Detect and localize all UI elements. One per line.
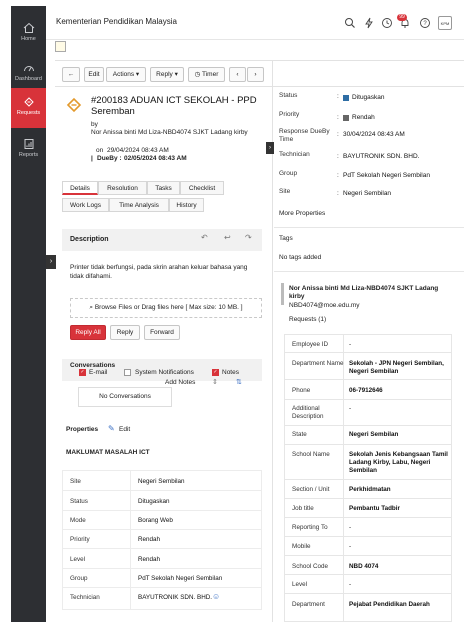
dashboard-icon bbox=[23, 62, 35, 74]
req-divider bbox=[284, 352, 452, 353]
summary-label-technician: Technician bbox=[279, 151, 310, 158]
system-notifications-checkbox[interactable] bbox=[124, 369, 131, 376]
incident-ticket-icon bbox=[64, 95, 84, 115]
rail-home[interactable] bbox=[11, 14, 46, 54]
document-icon[interactable] bbox=[55, 41, 66, 52]
created-label: on bbox=[96, 147, 104, 154]
prop-label-technician: Technician bbox=[70, 594, 100, 601]
next-request-button[interactable]: › bbox=[247, 67, 264, 82]
add-notes-link[interactable]: Add Notes bbox=[165, 379, 196, 386]
req-label-school-name: School Name bbox=[292, 451, 330, 458]
summary-label-status: Status bbox=[279, 92, 298, 99]
req-divider bbox=[284, 425, 452, 426]
section-divider bbox=[274, 227, 464, 228]
help-icon[interactable] bbox=[419, 17, 431, 29]
prop-label-status: Status bbox=[70, 498, 88, 505]
req-value-employee-id: - bbox=[349, 341, 352, 348]
tab-time-analysis[interactable]: Time Analysis bbox=[109, 198, 169, 212]
prop-label-mode: Mode bbox=[70, 517, 86, 524]
req-value-additional-description: - bbox=[349, 405, 352, 412]
req-label-section-unit: Section / Unit bbox=[292, 486, 330, 493]
prop-value-priority: Rendah bbox=[138, 536, 161, 543]
req-value-reporting-to: - bbox=[349, 524, 352, 531]
description-text: Printer tidak berfungsi, pada skrin arahan keluar bahasa yang tidak difahami. bbox=[70, 264, 248, 280]
summary-label-site: Site bbox=[279, 188, 291, 195]
req-value-phone: 06-7912646 bbox=[349, 387, 383, 394]
req-label-job-title: Job title bbox=[292, 505, 314, 512]
prop-divider bbox=[62, 587, 262, 588]
req-value-mobile: - bbox=[349, 543, 352, 550]
expand-left-panel-button[interactable]: › bbox=[46, 255, 56, 269]
notes-checkbox[interactable]: ✓ bbox=[213, 369, 218, 375]
dueby-separator: | bbox=[91, 155, 93, 162]
req-divider bbox=[284, 498, 452, 499]
prev-request-button[interactable]: ‹ bbox=[229, 67, 246, 82]
dueby-label: DueBy : bbox=[97, 155, 122, 162]
summary-label-group: Group bbox=[279, 170, 298, 177]
rail-requests[interactable] bbox=[11, 88, 46, 128]
prop-value-level: Rendah bbox=[138, 556, 161, 563]
sort-icon[interactable]: ⇕ bbox=[212, 379, 218, 386]
conversations-heading: Conversations bbox=[70, 362, 116, 369]
summary-colon: : bbox=[337, 114, 339, 121]
req-label-reporting-to: Reporting To bbox=[292, 524, 328, 531]
req-divider bbox=[284, 444, 452, 445]
summary-value-group: PdT Sekolah Negeri Sembilan bbox=[343, 172, 430, 179]
prop-value-site: Negeri Sembilan bbox=[138, 478, 185, 485]
requester-email: NBD4074@moe.edu.my bbox=[289, 302, 360, 309]
forward-icon[interactable]: ↷ bbox=[245, 233, 252, 242]
created-date: 29/04/2024 08:43 AM bbox=[107, 147, 169, 154]
email-filter-label: E-mail bbox=[89, 369, 108, 376]
summary-value-technician: BAYUTRONIK SDN. BHD. bbox=[343, 153, 420, 160]
tab-checklist[interactable]: Checklist bbox=[180, 181, 224, 195]
more-properties-link[interactable]: More Properties bbox=[279, 210, 326, 217]
app-title: Kementerian Pendidikan Malaysia bbox=[56, 17, 177, 26]
file-dropzone-label: Browse Files or Drag files here [ Max size: 10 MB. ] bbox=[94, 304, 243, 311]
sort-order-icon[interactable]: ⇅ bbox=[236, 379, 242, 386]
summary-colon: : bbox=[337, 93, 339, 100]
reply-all-button[interactable]: Reply All bbox=[70, 325, 106, 340]
rail-reports-label: Reports bbox=[18, 152, 39, 158]
req-label-mobile: Mobile bbox=[292, 543, 311, 550]
req-divider bbox=[284, 536, 452, 537]
prop-label-group: Group bbox=[70, 575, 88, 582]
tags-heading: Tags bbox=[279, 235, 293, 242]
back-button[interactable]: ← bbox=[62, 67, 80, 82]
properties-column-divider bbox=[130, 470, 131, 610]
reply-dropdown-button[interactable]: Reply ▾ bbox=[150, 67, 184, 82]
description-heading: Description bbox=[70, 236, 109, 243]
lightning-icon[interactable] bbox=[363, 17, 375, 29]
prop-label-priority: Priority bbox=[70, 536, 90, 543]
summary-value-status: Ditugaskan bbox=[352, 94, 385, 101]
req-value-state: Negeri Sembilan bbox=[349, 431, 399, 438]
rail-home-label: Home bbox=[21, 36, 36, 42]
prop-divider bbox=[62, 490, 262, 491]
summary-colon: : bbox=[337, 153, 339, 160]
req-value-level: - bbox=[349, 581, 352, 588]
actions-label: Actions bbox=[112, 71, 135, 78]
prop-value-status: Ditugaskan bbox=[138, 498, 170, 505]
req-divider bbox=[284, 479, 452, 480]
requester-details-table bbox=[284, 334, 452, 622]
requester-requests-link[interactable]: Requests (1) bbox=[289, 316, 327, 323]
prop-label-site: Site bbox=[70, 478, 81, 485]
dueby-date: 02/05/2024 08:43 AM bbox=[124, 155, 187, 162]
req-value-department-name: Sekolah - JPN Negeri Sembilan, Negeri Sembilan bbox=[349, 360, 444, 375]
reply-button[interactable]: Reply bbox=[110, 325, 140, 340]
summary-colon: : bbox=[337, 190, 339, 197]
summary-value-response-dueby: 30/04/2024 08:43 AM bbox=[343, 131, 405, 138]
top-bar bbox=[46, 6, 464, 40]
tab-tasks[interactable]: Tasks bbox=[147, 181, 180, 195]
side-rail bbox=[11, 6, 46, 622]
notification-badge: 99 bbox=[397, 14, 407, 21]
no-tags-message: No tags added bbox=[279, 254, 322, 261]
technician-user-icon[interactable]: ☺ bbox=[212, 592, 221, 601]
section-divider bbox=[274, 271, 464, 272]
rail-requests-label: Requests bbox=[16, 110, 41, 116]
prop-value-technician: BAYUTRONIK SDN. BHD. bbox=[138, 594, 213, 601]
requester-scroll-indicator bbox=[281, 283, 284, 305]
request-title: #200183 ADUAN ICT SEKOLAH - PPD Seremban bbox=[91, 95, 257, 117]
prop-divider bbox=[62, 529, 262, 530]
toolbar-top-line bbox=[55, 60, 464, 61]
file-dropzone[interactable] bbox=[70, 298, 262, 318]
rail-reports[interactable] bbox=[11, 130, 46, 170]
reports-icon bbox=[23, 138, 35, 150]
tab-history[interactable]: History bbox=[169, 198, 204, 212]
user-avatar[interactable]: KPM bbox=[438, 16, 452, 30]
req-value-school-code: NBD 4074 bbox=[349, 563, 379, 570]
timer-label: Timer bbox=[202, 71, 219, 78]
req-value-section-unit: Perkhidmatan bbox=[349, 486, 391, 493]
history-icon[interactable] bbox=[381, 17, 393, 29]
no-conversations-message: No Conversations bbox=[78, 387, 172, 407]
summary-value-site: Negeri Sembilan bbox=[343, 190, 392, 197]
tab-work-logs[interactable]: Work Logs bbox=[62, 198, 109, 212]
req-label-phone: Phone bbox=[292, 387, 311, 394]
req-label-additional-description: Additional Description bbox=[292, 405, 324, 420]
req-value-department: Pejabat Pendidikan Daerah bbox=[349, 601, 430, 608]
status-color-swatch bbox=[343, 95, 349, 101]
notes-filter-label: Notes bbox=[222, 369, 239, 376]
priority-color-swatch bbox=[343, 115, 349, 121]
home-icon bbox=[23, 22, 35, 34]
email-checkbox[interactable]: ✓ bbox=[80, 369, 85, 375]
req-value-school-name: Sekolah Jenis Kebangsaan Tamil Ladang Kirby, Labu, Negeri Sembilan bbox=[349, 451, 448, 474]
req-divider bbox=[284, 593, 452, 594]
summary-label-priority: Priority bbox=[279, 111, 300, 118]
prop-value-group: PdT Sekolah Negeri Sembilan bbox=[138, 575, 223, 582]
svg-text:?: ? bbox=[423, 21, 427, 28]
req-label-employee-id: Employee ID bbox=[292, 341, 329, 348]
requester-column-divider bbox=[343, 334, 344, 622]
system-notifications-label: System Notifications bbox=[135, 369, 194, 376]
reply-dropdown-label: Reply bbox=[156, 71, 173, 78]
req-label-department: Department bbox=[292, 601, 325, 608]
reply-icon[interactable]: ↶ bbox=[201, 233, 208, 242]
search-icon[interactable] bbox=[344, 17, 356, 29]
req-label-school-code: School Code bbox=[292, 563, 329, 570]
edit-icon[interactable]: ✎ bbox=[108, 424, 115, 433]
req-label-department-name: Department Name bbox=[292, 360, 344, 367]
prop-divider bbox=[62, 548, 262, 549]
prop-value-mode: Borang Web bbox=[138, 517, 173, 524]
ticket-icon bbox=[23, 96, 35, 108]
req-divider bbox=[284, 517, 452, 518]
forward-button[interactable]: Forward bbox=[144, 325, 180, 340]
properties-table bbox=[62, 470, 262, 610]
properties-section-title: MAKLUMAT MASALAH ICT bbox=[66, 449, 150, 456]
requester-panel-name[interactable]: Nor Anissa binti Md Liza-NBD4074 SJKT Ladang kirby bbox=[289, 285, 439, 300]
actions-button[interactable]: Actions ▾ bbox=[106, 67, 146, 82]
req-value-job-title: Pembantu Tadbir bbox=[349, 505, 400, 512]
tab-details[interactable]: Details bbox=[62, 181, 98, 195]
summary-colon: : bbox=[337, 172, 339, 179]
clock-icon: ◷ bbox=[194, 71, 201, 78]
req-divider bbox=[284, 574, 452, 575]
requester-name[interactable]: Nor Anissa binti Md Liza-NBD4074 SJKT Ladang kirby bbox=[91, 129, 248, 136]
rail-dashboard-label: Dashboard bbox=[15, 76, 42, 82]
summary-colon: : bbox=[337, 131, 339, 138]
req-label-level: Level bbox=[292, 581, 308, 588]
prop-label-level: Level bbox=[70, 556, 86, 563]
prop-divider bbox=[62, 510, 262, 511]
req-label-state: State bbox=[292, 431, 307, 438]
req-divider bbox=[284, 399, 452, 400]
prop-divider bbox=[62, 568, 262, 569]
edit-button[interactable]: Edit bbox=[84, 67, 104, 82]
req-divider bbox=[284, 555, 452, 556]
toolbar-bottom-line bbox=[55, 86, 464, 87]
paperclip-icon: ⌕ bbox=[89, 304, 94, 311]
reply-all-icon[interactable]: ↩ bbox=[224, 233, 231, 242]
properties-edit-link[interactable]: Edit bbox=[119, 426, 131, 433]
timer-button[interactable] bbox=[188, 67, 225, 82]
collapse-right-panel-button[interactable]: › bbox=[266, 142, 274, 154]
summary-value-priority: Rendah bbox=[352, 114, 375, 121]
properties-heading: Properties bbox=[66, 426, 99, 433]
req-divider bbox=[284, 379, 452, 380]
requested-by-label: by bbox=[91, 121, 98, 128]
summary-label-response-dueby: Response DueBy Time bbox=[279, 128, 330, 143]
tab-resolution[interactable]: Resolution bbox=[98, 181, 147, 195]
